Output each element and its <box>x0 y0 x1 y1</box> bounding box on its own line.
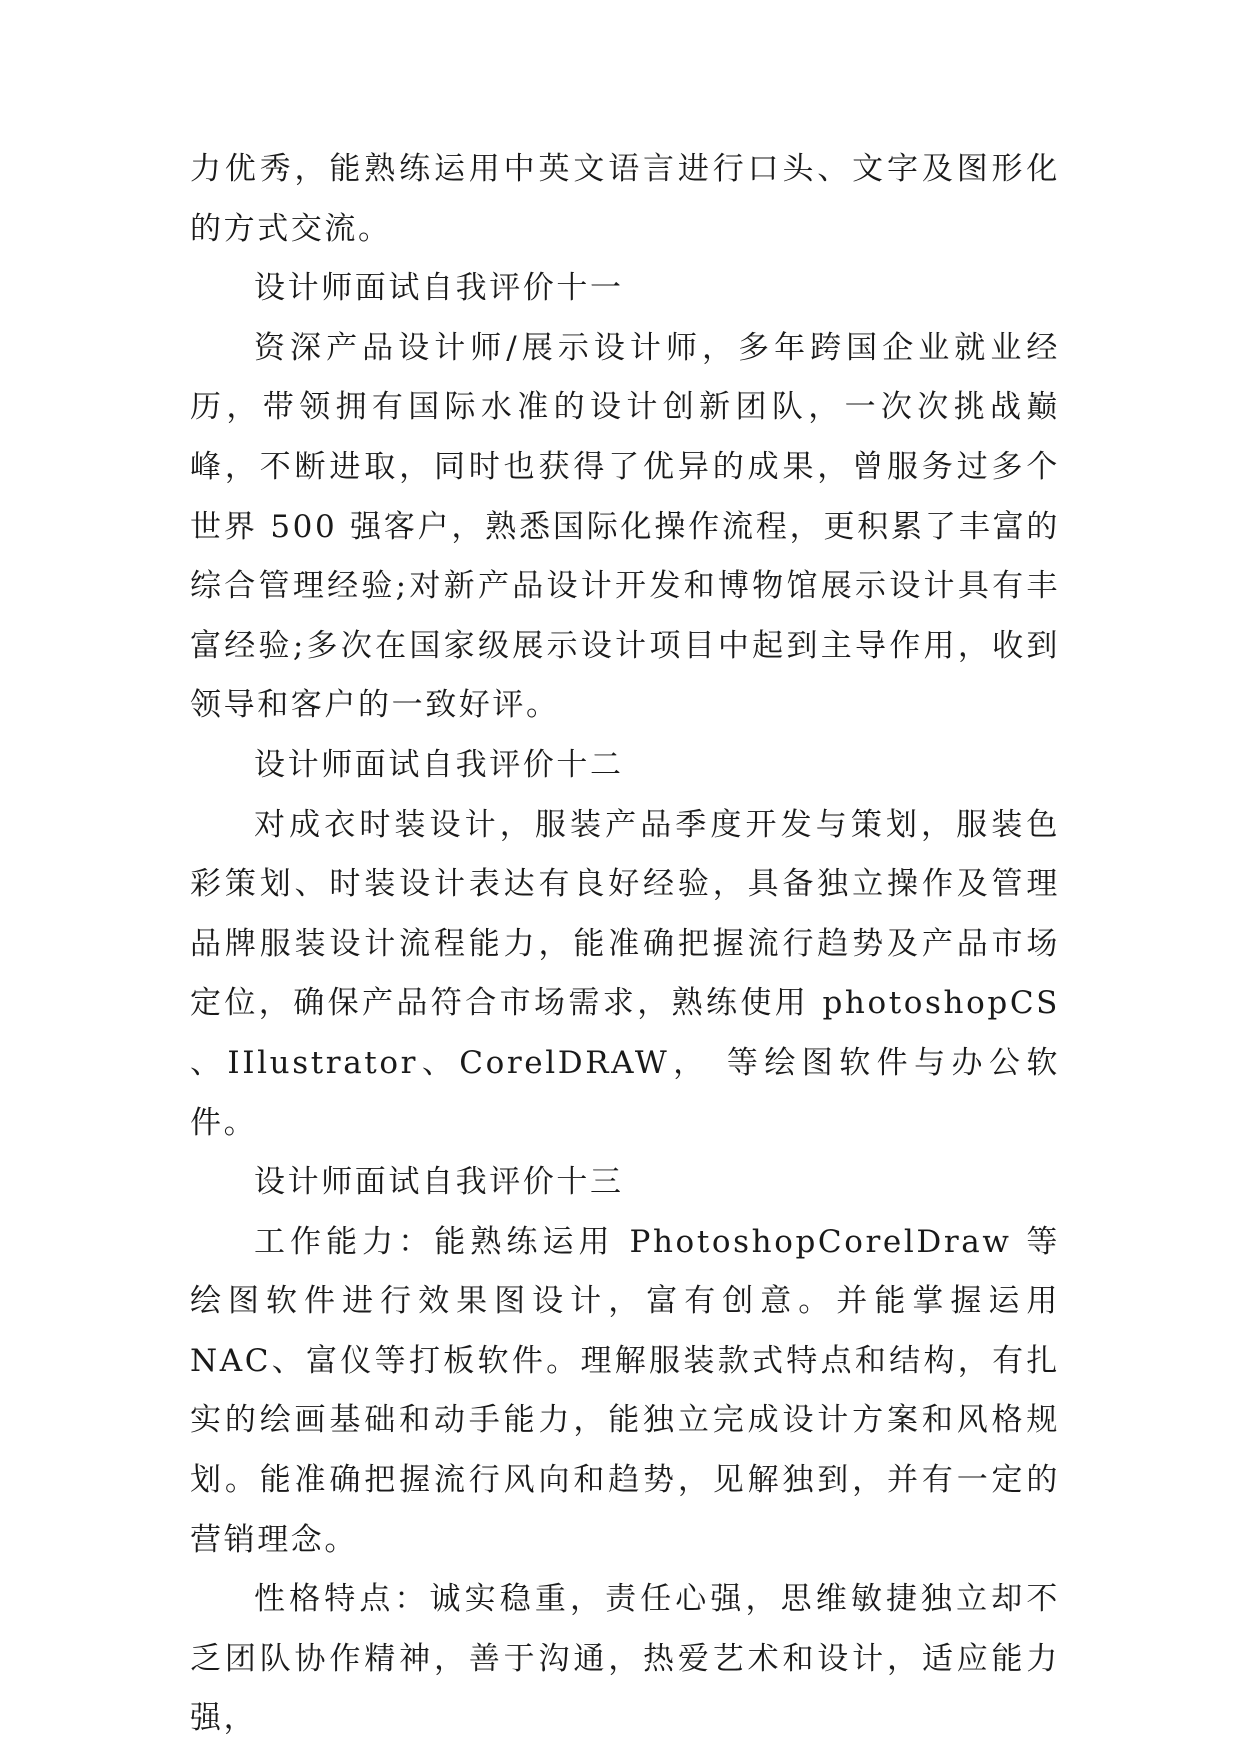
paragraph-fashion-design: 对成衣时装设计，服装产品季度开发与策划，服装色彩策划、时装设计表达有良好经验，具备独立操作及管理品牌服装设计流程能力，能准确把握流行趋势及产品市场定位，确保产品符合市场需求，熟练使用 photoshopCS 、IIlustrator、CorelDRAW， 等绘图软件与办公软件。 <box>190 806 1060 1141</box>
section-heading-12: 设计师面试自我评价十二 <box>254 746 624 783</box>
paragraph-designer-profile: 资深产品设计师/展示设计师，多年跨国企业就业经历，带领拥有国际水准的设计创新团队，一次次挑战巅峰，不断进取，同时也获得了优异的成果，曾服务过多个世界 500 强客户，熟悉国际化操作流程，更积累了丰富的综合管理经验;对新产品设计开发和博物馆展示设计具有丰富经验;多次在国家级展示设计项目中起到主导作用，收到领导和客户的一致好评。 <box>190 329 1060 724</box>
paragraph-continuation: 力优秀，能熟练运用中英文语言进行口头、文字及图形化的方式交流。 <box>190 151 1060 247</box>
paragraph-work-ability: 工作能力：能熟练运用 PhotoshopCorelDraw 等绘图软件进行效果图设计，富有创意。并能掌握运用 NAC、富仪等打板软件。理解服装款式特点和结构，有扎实的绘画基础和动手能力，能独立完成设计方案和风格规划。能准确把握流行风向和趋势，见解独到，并有一定的营销理念。 <box>190 1223 1060 1558</box>
paragraph-personality: 性格特点：诚实稳重，责任心强，思维敏捷独立却不乏团队协作精神，善于沟通，热爱艺术和设计，适应能力强， <box>190 1581 1060 1737</box>
section-heading-13: 设计师面试自我评价十三 <box>254 1164 624 1201</box>
document-body <box>190 140 1060 1749</box>
section-heading-11: 设计师面试自我评价十一 <box>254 270 624 307</box>
